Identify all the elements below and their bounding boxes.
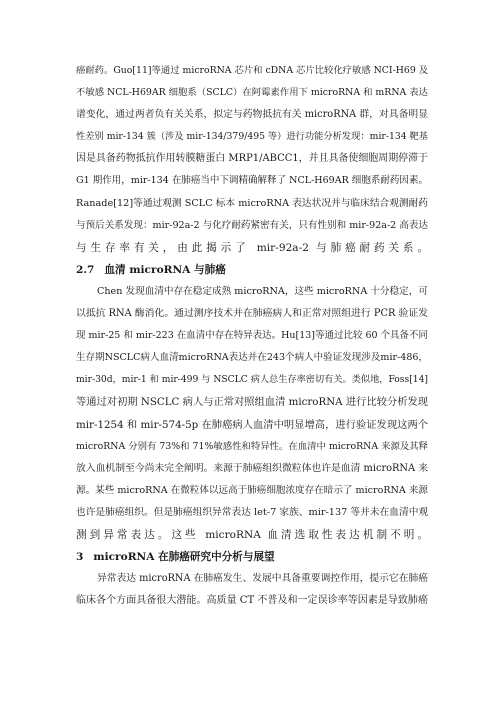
- section-title: microRNA 在肺癌研究中分析与展望: [93, 551, 275, 564]
- text-line: 放入血机制至今尚未完全阐明。来源于肺癌组织微粒体也许是血清 microRNA 来: [76, 462, 428, 474]
- text-line: mir-30d，mir-1 和 mir-499 与 NSCLC 病人总生存率密切有关。类似地，Foss[14]: [76, 374, 428, 386]
- section-heading: [76, 259, 428, 281]
- paragraph-outlook: [76, 568, 428, 612]
- text-line: 临床各个方面具备很大潜能。高质量 CT 不普及和一定误诊率等因素是导致肺癌: [76, 595, 428, 607]
- text-line: 也许是肺癌组织。但是肺癌组织异常表达 let-7 家族、mir-137 等并未在血清中观: [76, 506, 428, 518]
- text-line: 等通过对初期 NSCLC 病人与正常对照组血清 microRNA 进行比较分析发现: [76, 396, 428, 409]
- text-line: 与预后关系发现：mir-92a-2 与化疗耐药紧密有关，只有性别和 mir-92a-2 高表达: [76, 219, 428, 231]
- text-line: 以抵抗 RNA 酶消化。通过测序技术并在肺癌病人和正常对照组进行 PCR 验证发: [76, 308, 428, 320]
- text-line: 生存期NSCLC病人血清microRNA表达并在243个病人中验证发现涉及mir-486，: [76, 352, 428, 364]
- section-number: 2.7: [76, 263, 95, 276]
- paragraph-serum-microrna: [76, 281, 428, 546]
- text-line: 因是具备药物抵抗作用转膜糖蛋白 MRP1/ABCC1，并且具备使细胞周期停滞于: [76, 153, 428, 165]
- text-line: 癌耐药。Guo[11]等通过 microRNA 芯片和 cDNA 芯片比较化疗敏感 NCI-H69 及: [76, 65, 428, 76]
- section-heading: [76, 546, 428, 568]
- text-line: 源。某些 microRNA 在微粒体以远高于肺癌细胞浓度存在暗示了 microRNA 来源: [76, 484, 428, 496]
- text-line: mir-1254 和 mir-574-5p 在肺癌病人血清中明显增高，进行验证发现这两个: [76, 418, 428, 431]
- text-line: 测到异常表达。这些 microRNA 血清选取性表达机制不明。: [76, 528, 428, 541]
- text-line: microRNA 分别有 73%和 71%敏感性和特异性。在血清中 microRNA 来源及其释: [76, 440, 428, 452]
- text-line: G1 期作用，mir-134 在肺癌当中下调精确解释了 NCL-H69AR 细胞系耐药因素。: [76, 175, 428, 187]
- paragraph-drug-resistance: [76, 60, 428, 259]
- text-line: 与生存率有关，由此揭示了 mir-92a-2 与肺癌耐药关系。: [76, 241, 428, 254]
- text-line: Ranade[12]等通过观测 SCLC 标本 microRNA 表达状况并与临床结合观测耐药: [76, 197, 428, 209]
- section-title: 血清 microRNA 与肺癌: [104, 263, 226, 276]
- text-line: Chen 发现血清中存在稳定成熟 microRNA，这些 microRNA 十分稳定，可: [97, 285, 428, 297]
- text-line: 谱变化，通过两者负有关关系，拟定与药物抵抗有关 microRNA 群，对具备明显: [76, 109, 428, 121]
- text-line: 性差别 mir-134 簇（涉及 mir-134/379/495 等）进行功能分析发现：mir-134 靶基: [76, 131, 428, 143]
- text-line: 异常表达 microRNA 在肺癌发生、发展中具备重要调控作用，提示它在肺癌: [97, 573, 428, 585]
- text-line: 不敏感 NCL-H69AR 细胞系（SCLC）在阿霉素作用下 microRNA 和 mRNA 表达: [76, 87, 428, 99]
- text-line: 现 mir-25 和 mir-223 在血清中存在特异表达。Hu[13]等通过比较 60 个具备不同: [76, 330, 428, 342]
- document-body: [76, 60, 428, 612]
- section-number: 3: [76, 551, 84, 564]
